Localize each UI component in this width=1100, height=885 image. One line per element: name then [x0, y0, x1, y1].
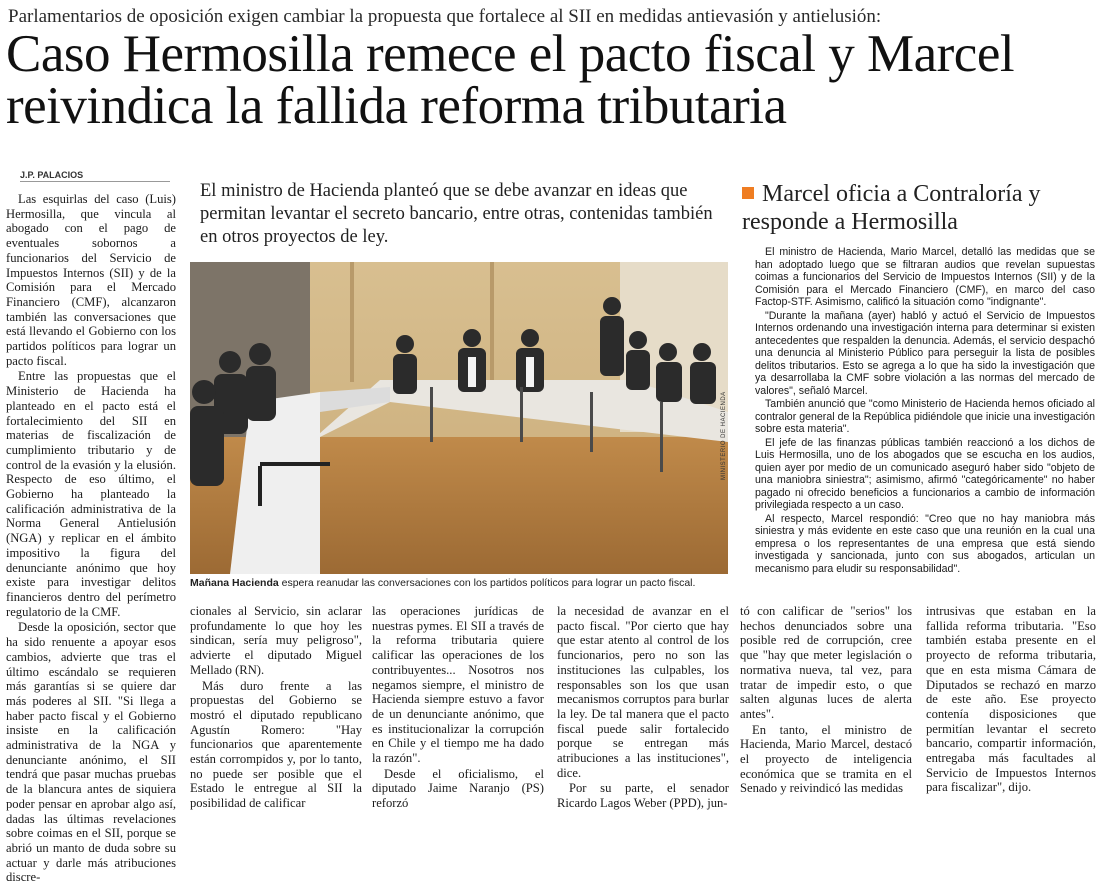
paragraph: cionales al Servicio, sin aclarar profundamente lo que hoy les sindican, sería muy peligroso", advierte el diputado Miguel Mellado (RN). [190, 604, 362, 677]
caption-bold: Mañana Hacienda [190, 577, 279, 589]
byline-rule [20, 181, 170, 182]
byline: J.P. PALACIOS [20, 170, 84, 180]
paragraph: Por su parte, el senador Ricardo Lagos Weber (PPD), jun- [557, 781, 729, 811]
paragraph: Desde la oposición, sector que ha sido renuente a apoyar esos cambios, advierte que tras el último escándalo se requieren más garantías si se quiere dar más poderes al SII. "Si llega a haber pacto fiscal y el Gobierno insiste en la calificación administrativa de la NGA y denunciante anónimo, el SII tendrá que pasar muchas pruebas de la blancura antes de siquiera poder pensar en aprobar algo así, dadas las últimas revelaciones sobre coimas en el SII, porque se abrió un manto de duda sobre su actuar y darle más atribuciones discre- [6, 620, 176, 885]
sidebar-paragraph: También anunció que "como Ministerio de Hacienda hemos oficiado al contralor general de la República pidiéndole que inicie una investigación sobre esta materia". [755, 398, 1095, 435]
article-column-2 [190, 604, 362, 811]
article-column-5 [740, 604, 912, 796]
photo-caption [190, 577, 730, 589]
paragraph: En tanto, el ministro de Hacienda, Mario Marcel, destacó el proyecto de inteligencia económica que se tramita en el Senado y reivindicó las medidas [740, 722, 912, 796]
paragraph: Entre las propuestas que el Ministerio de Hacienda ha planteado en el pacto está el fortalecimiento del SII en materias de fiscalización de cumplimiento tributario y de control de la evasión y la elusión. Respecto de eso último, el Gobierno ha planteado la calificación administrativa de la Norma General Antielusión (NGA) y replicar en el ámbito impositivo la figura del denunciante anónimo que hoy existe para investigar delitos financieros dentro del perímetro regulatorio de la CMF. [6, 369, 176, 619]
paragraph: Más duro frente a las propuestas del Gobierno se mostró el diputado republicano Agustín Romero: "Hay funcionarios que aparentemente están corrompidos y, por lo tanto, no puede ser posible que el Estado le entregue al SII la posibilidad de calificar [190, 678, 362, 811]
sidebar-paragraph: El jefe de las finanzas públicas también reaccionó a los dichos de Luis Hermosilla, uno de los abogados que se escucha en los audios, quien ayer por medio de un comunicado aseguró haber sido "objeto de una maniobra siniestra"; asimismo, afirmó "categóricamente" no haber pagado ni ofrecido beneficios a funcionarios a cambio de información privilegiada respecto a un caso. [755, 436, 1095, 511]
sidebar-paragraph: El ministro de Hacienda, Mario Marcel, detalló las medidas que se han adoptado luego que se filtraran audios que revelan supuestas coimas a funcionarios del Servicio de Impuestos Internos (SII) y de la Comisión para el Mercado Financiero (CMF), en marco del caso Factop-STF. Asimismo, calificó la situación como "indignante". [755, 246, 1095, 308]
caption-text: espera reanudar las conversaciones con los partidos políticos para lograr un pacto fiscal. [278, 577, 696, 589]
headline: Caso Hermosilla remece el pacto fiscal y Marcel reivindica la fallida reforma tributaria [6, 25, 1015, 135]
photo [190, 262, 728, 574]
article-column-6 [926, 604, 1096, 795]
sidebar-paragraph: "Durante la mañana (ayer) habló y actuó el Servicio de Impuestos Internos ordenando una investigación interna para determinar si existen antecedentes que respalden la denuncia. Además, el servicio despachó una denuncia al Ministerio Público para perseguir la lista de posibles delitos tributarios. Esto se agrega a lo que ha sido la investigación que ya desarrollaba la CMF sobre violación a las normas del mercado de valores", señaló Marcel. [755, 309, 1095, 397]
sidebar-title-text: Marcel oficia a Contraloría y responde a Hermosilla [742, 181, 1041, 235]
sidebar-paragraph: Al respecto, Marcel respondió: "Creo que no hay maniobra más siniestra y más evidente en este caso que una reunión en la cual una empresa o los representantes de una empresa que está siendo investigada y sancionada, junto con sus abogados, articulan un mecanismo para eludir su responsabilidad". [755, 512, 1095, 575]
article-column-1 [6, 192, 176, 885]
meeting-photo-illustration [190, 262, 728, 574]
sidebar-title [742, 180, 1097, 236]
deck: El ministro de Hacienda planteó que se debe avanzar en ideas que permitan levantar el secreto bancario, entre otras, contenidas también en otros proyectos de ley. [200, 181, 713, 247]
article-column-4 [557, 604, 729, 811]
paragraph: tó con calificar de "serios" los hechos denunciados sobre una posible red de corrupción, cree que "hay que meter legislación o normativa nueva, tal vez, para tratar de impedir esto, o que salten algunas luces de alerta antes". [740, 604, 912, 721]
sidebar-body [755, 246, 1095, 586]
paragraph: las operaciones jurídicas de nuestras pymes. El SII a través de la reforma tributaria quiere calificar las operaciones de los contribuyentes... Nosotros nos negamos siempre, el ministro de Hacienda siempre estuvo a favor de un denunciante anónimo, que es institucionalizar la corrupción en Chile y el tiempo me ha dado la razón". [372, 604, 544, 766]
paragraph: intrusivas que estaban en la fallida reforma tributaria. "Eso también estaba presente en el proyecto de reforma tributaria, que en esta misma Cámara de Diputados se rechazó en marzo de este año. Ese proyecto contenía disposiciones que permitían levantar el secreto bancario, compartir información, entregaba más facultades al Servicio de Impuestos Internos para fiscalizar", dijo. [926, 604, 1096, 795]
article-column-3 [372, 604, 544, 811]
photo-credit: MINISTERIO DE HACIENDA [721, 391, 727, 480]
orange-square-bullet-icon [742, 187, 754, 199]
paragraph: Las esquirlas del caso (Luis) Hermosilla, que vincula al abogado con el pago de eventuales sobornos a funcionarios del Servicio de Impuestos Internos (SII) y de la Comisión para el Mercado Financiero (CMF), alcanzaron también las conversaciones que está llevando el Gobierno con los partidos políticos para lograr un pacto fiscal. [6, 192, 176, 368]
kicker: Parlamentarios de oposición exigen cambiar la propuesta que fortalece al SII en medidas antievasión y antielusión: [8, 6, 882, 27]
paragraph: la necesidad de avanzar en el pacto fiscal. "Por cierto que hay que estar atento al control de los funcionarios, pero no son las instituciones las culpables, los responsables son los que usan mecanismos corruptos para burlar la ley. De tal manera que el pacto fiscal puede salir fortalecido porque se entregan más atribuciones a las instituciones", dice. [557, 604, 729, 780]
paragraph: Desde el oficialismo, el diputado Jaime Naranjo (PS) reforzó [372, 766, 544, 811]
